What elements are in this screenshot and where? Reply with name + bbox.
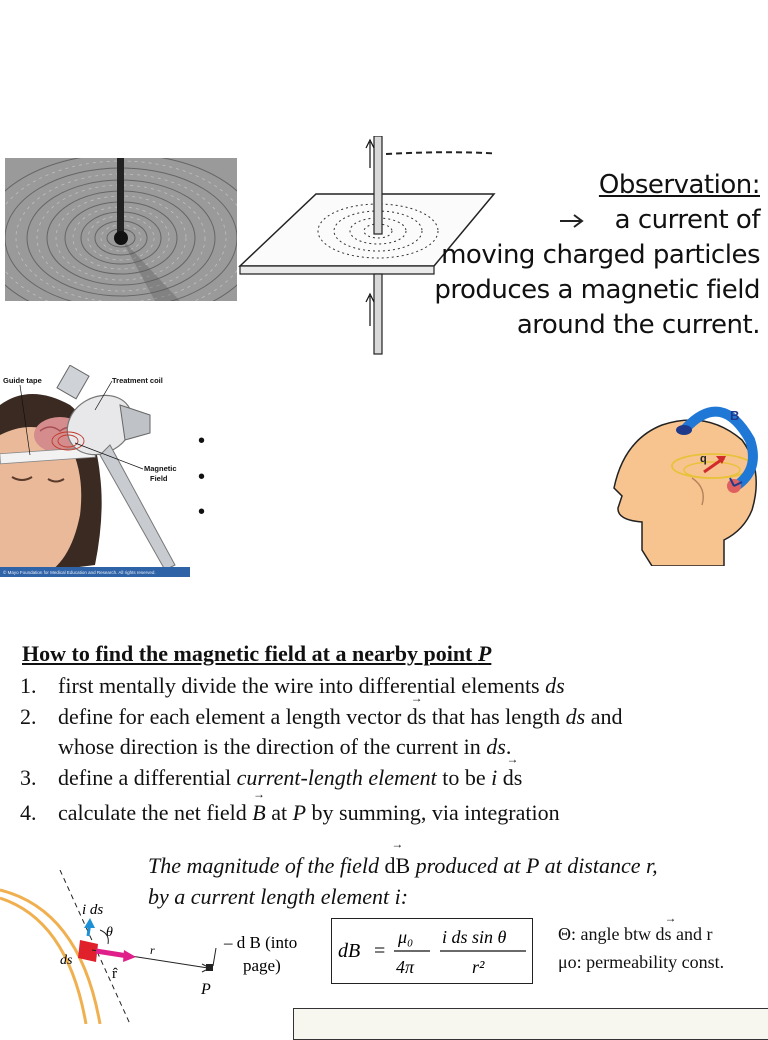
step-italic: P bbox=[292, 800, 307, 825]
observation-text bbox=[434, 168, 760, 343]
step-text: first mentally divide the wire into differential elements bbox=[58, 673, 546, 698]
guide-tape-label: Guide tape bbox=[3, 376, 42, 385]
step-italic: current-length element bbox=[236, 765, 437, 790]
step-item bbox=[20, 765, 522, 791]
observation-title: Observation: bbox=[598, 170, 760, 200]
step-text: that has length bbox=[426, 704, 566, 729]
treatment-coil-label: Treatment coil bbox=[112, 376, 163, 385]
r-label: r bbox=[150, 943, 155, 957]
formula-equals: = bbox=[374, 940, 386, 962]
theta-label: θ bbox=[106, 925, 113, 940]
magnitude-text: by a current length element i: bbox=[148, 884, 409, 909]
observation-line: moving charged particles bbox=[441, 240, 760, 270]
iron-filings-photo bbox=[5, 158, 237, 301]
rhat-label: r̂ bbox=[112, 966, 117, 982]
vector-b: → B bbox=[252, 800, 265, 826]
vector-db: → dB bbox=[384, 850, 410, 881]
step-text: calculate the net field bbox=[58, 800, 253, 825]
step-text: and bbox=[585, 704, 623, 729]
formula-r2: r² bbox=[472, 957, 485, 977]
vector-ds: → ds bbox=[407, 704, 427, 730]
p-label: P bbox=[201, 981, 211, 998]
bullet-point: • bbox=[198, 430, 206, 452]
step-number: 4. bbox=[20, 800, 37, 825]
step-number: 2. bbox=[20, 704, 37, 729]
step-italic: ds bbox=[545, 673, 565, 698]
head-magnetic-field-figure bbox=[612, 400, 764, 566]
step-italic: ds bbox=[565, 704, 586, 729]
tms-illustration bbox=[0, 365, 190, 577]
step-number: 1. bbox=[20, 673, 37, 698]
bottom-box bbox=[293, 1008, 768, 1040]
observation-line: around the current. bbox=[516, 310, 760, 340]
theta-note bbox=[558, 924, 712, 945]
ids-label: i ds bbox=[82, 902, 104, 918]
step-text: to be bbox=[436, 765, 492, 790]
b-label: B bbox=[730, 408, 740, 423]
step-text: whose direction is the direction of the current in bbox=[58, 734, 487, 759]
step-item bbox=[20, 704, 622, 730]
step-text: define a differential bbox=[58, 765, 237, 790]
step-continuation bbox=[58, 734, 511, 760]
note-text: and r bbox=[671, 924, 713, 944]
observation-line: produces a magnetic field bbox=[434, 275, 760, 305]
section-heading bbox=[22, 641, 491, 667]
magnitude-text: produced at P at distance r, bbox=[410, 853, 658, 878]
bullet-point: • bbox=[198, 501, 206, 523]
note-text: Θ: angle btw d bbox=[558, 924, 665, 944]
heading-point: P bbox=[477, 641, 492, 666]
page-label: page) bbox=[243, 956, 281, 975]
q-label: q bbox=[700, 453, 707, 465]
magnetic-label: Magnetic bbox=[144, 464, 177, 473]
bullet-point: • bbox=[198, 466, 206, 488]
magnitude-text: The magnitude of the field bbox=[148, 853, 385, 878]
formula-mu0: μ₀ bbox=[398, 927, 414, 947]
biot-savart-formula bbox=[331, 918, 533, 984]
observation-line: a current of bbox=[614, 205, 760, 235]
formula-graphic bbox=[332, 919, 532, 983]
step-item bbox=[20, 800, 560, 826]
formula-numerator: i ds sin θ bbox=[442, 927, 507, 947]
step-text: . bbox=[505, 734, 512, 759]
step-number: 3. bbox=[20, 765, 37, 790]
formula-4pi: 4π bbox=[396, 957, 415, 977]
mu-note: μo: permeability const. bbox=[558, 952, 725, 972]
db-into-label: – d B (into bbox=[224, 933, 298, 952]
step-i: i bbox=[491, 765, 498, 790]
formula-lhs: dB bbox=[338, 940, 361, 962]
field-label: Field bbox=[150, 474, 168, 483]
heading-text: How to find the magnetic field at a nearby point bbox=[22, 641, 478, 666]
step-text: by summing, via integration bbox=[306, 800, 560, 825]
biot-savart-diagram bbox=[0, 870, 330, 1024]
step-item bbox=[20, 673, 565, 699]
step-text: at bbox=[265, 800, 293, 825]
step-italic: ds bbox=[486, 734, 506, 759]
copyright-text: © Mayo Foundation for Medical Education and Research. All rights reserved. bbox=[3, 570, 156, 575]
step-text: define for each element a length vector bbox=[58, 704, 407, 729]
ds-label: ds bbox=[60, 953, 73, 968]
vector-s: → s bbox=[664, 924, 671, 945]
vector-ds: → ds bbox=[503, 765, 523, 791]
